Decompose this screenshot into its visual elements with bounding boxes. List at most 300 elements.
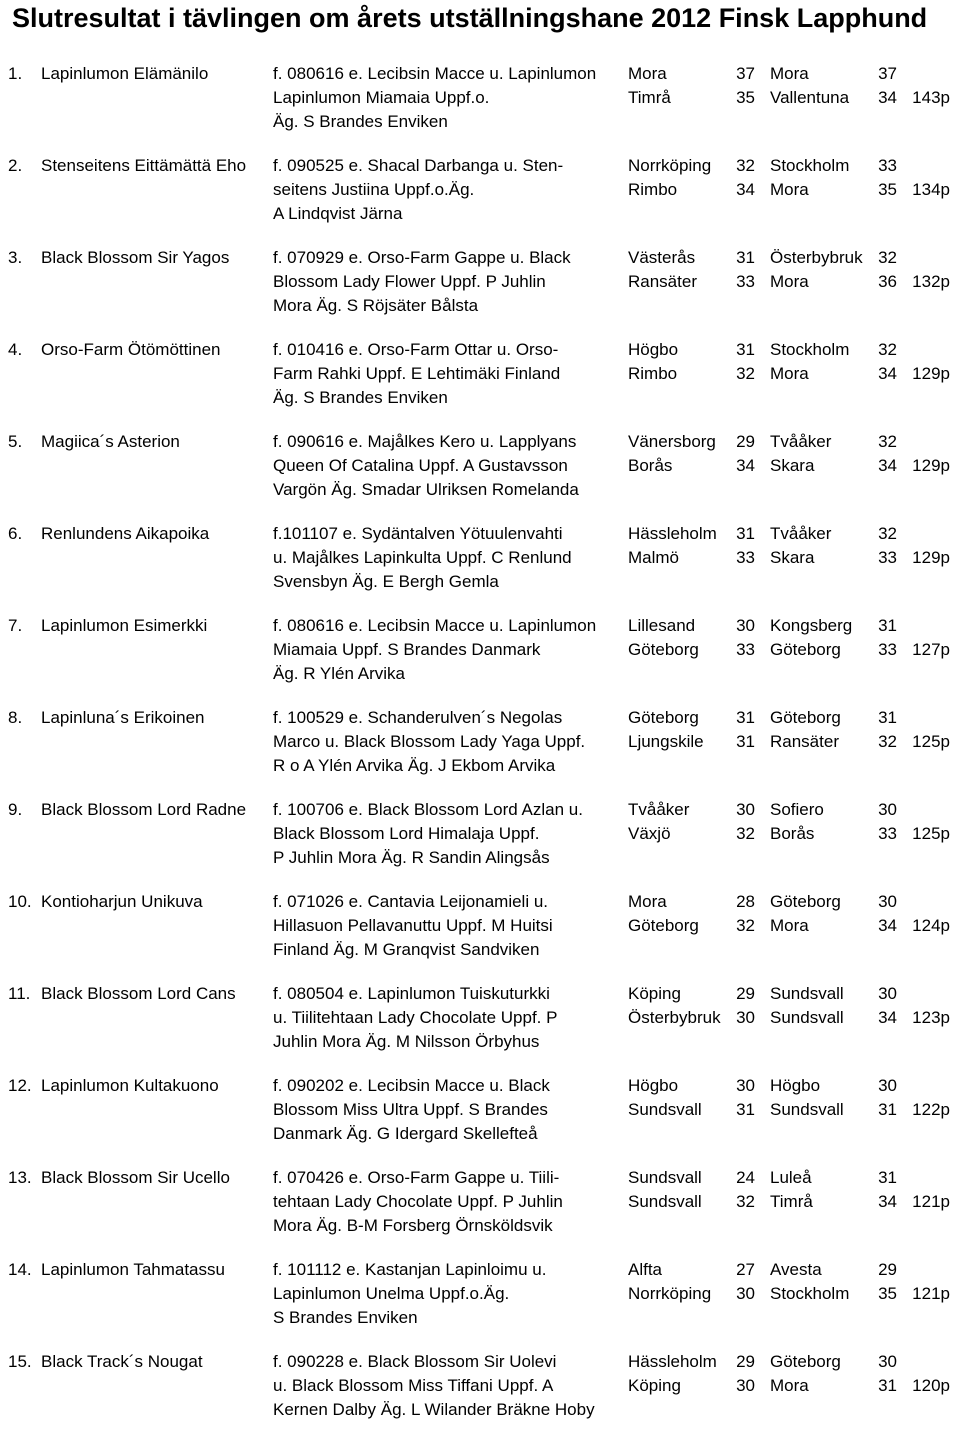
show-city: Kongsberg: [770, 616, 853, 635]
show-points: 32: [736, 916, 755, 935]
show-result: [770, 798, 897, 822]
total-points: 127p: [912, 640, 950, 659]
show-result: [628, 546, 755, 570]
pedigree-line: Äg. S Brandes Enviken: [273, 388, 448, 407]
show-city: Österbybruk: [770, 248, 863, 267]
show-result: [770, 454, 897, 478]
show-result: [770, 706, 897, 730]
show-city: Sundsvall: [770, 1100, 844, 1119]
pedigree-line: f. 080616 e. Lecibsin Macce u. Lapinlumon: [273, 616, 597, 635]
pedigree-info: [273, 1350, 623, 1422]
show-city: Ransäter: [770, 732, 839, 751]
show-points: 30: [878, 1076, 897, 1095]
show-city: Växjö: [628, 824, 671, 843]
result-entry: [0, 1350, 960, 1442]
show-city: Göteborg: [628, 708, 699, 727]
show-city: Mora: [628, 64, 667, 83]
show-results-column: [628, 1350, 755, 1398]
show-points: 34: [878, 1008, 897, 1027]
show-result: [628, 338, 755, 362]
total-points: 125p: [912, 824, 950, 843]
show-result: [628, 890, 755, 914]
placement-number: 11.: [8, 984, 31, 1003]
show-result: [628, 1350, 755, 1374]
show-city: Sundsvall: [628, 1192, 702, 1211]
pedigree-info: [273, 1258, 623, 1330]
pedigree-line: Danmark Äg. G Idergard Skellefteå: [273, 1124, 538, 1143]
show-result: [628, 798, 755, 822]
pedigree-line: Kernen Dalby Äg. L Wilander Bräkne Hoby: [273, 1400, 595, 1419]
result-entry: [0, 890, 960, 982]
show-city: Timrå: [628, 88, 671, 107]
pedigree-info: [273, 798, 623, 870]
show-points: 32: [736, 364, 755, 383]
dog-name: Black Blossom Lord Cans: [41, 984, 236, 1003]
pedigree-line: Mora Äg. S Röjsäter Bålsta: [273, 296, 479, 315]
pedigree-line: Blossom Miss Ultra Uppf. S Brandes: [273, 1100, 548, 1119]
total-points: 123p: [912, 1008, 950, 1027]
show-results-column: [628, 1258, 755, 1306]
total-points: 124p: [912, 916, 950, 935]
show-result: [628, 1098, 755, 1122]
show-city: Göteborg: [628, 916, 699, 935]
show-city: Mora: [770, 916, 809, 935]
pedigree-info: [273, 890, 623, 962]
show-points: 31: [736, 1100, 755, 1119]
show-result: [628, 522, 755, 546]
show-city: Sundsvall: [770, 1008, 844, 1027]
show-points: 36: [878, 272, 897, 291]
show-points: 32: [878, 248, 897, 267]
show-result: [628, 1282, 755, 1306]
dog-name: Magiica´s Asterion: [41, 432, 180, 451]
dog-name: Lapinluna´s Erikoinen: [41, 708, 205, 727]
show-points: 30: [878, 892, 897, 911]
show-results-column: [628, 338, 755, 386]
show-points: 29: [736, 1352, 755, 1371]
show-city: Vallentuna: [770, 88, 850, 107]
show-city: Norrköping: [628, 156, 712, 175]
show-result: [770, 822, 897, 846]
show-result: [628, 1074, 755, 1098]
show-results-column: [628, 1166, 755, 1214]
show-city: Göteborg: [628, 640, 699, 659]
show-results-column: [770, 1258, 897, 1306]
show-points: 31: [736, 708, 755, 727]
show-result: [628, 1006, 755, 1030]
show-points: 32: [878, 732, 897, 751]
show-points: 30: [736, 800, 755, 819]
pedigree-line: S Brandes Enviken: [273, 1308, 418, 1327]
show-city: Mora: [770, 272, 809, 291]
pedigree-line: u. Majålkes Lapinkulta Uppf. C Renlund: [273, 548, 572, 567]
show-city: Alfta: [628, 1260, 663, 1279]
show-result: [628, 638, 755, 662]
show-points: 37: [736, 64, 755, 83]
result-entry: [0, 1166, 960, 1258]
show-points: 30: [736, 616, 755, 635]
dog-name: Black Track´s Nougat: [41, 1352, 203, 1371]
placement-number: 1.: [8, 64, 23, 83]
show-city: Högbo: [628, 340, 679, 359]
show-result: [770, 914, 897, 938]
pedigree-line: f. 100529 e. Schanderulven´s Negolas: [273, 708, 563, 727]
show-results-column: [628, 798, 755, 846]
show-results-column: [770, 246, 897, 294]
show-results-column: [628, 706, 755, 754]
dog-name: Stenseitens Eittämättä Eho: [41, 156, 247, 175]
show-result: [628, 154, 755, 178]
show-results-column: [770, 706, 897, 754]
show-results-column: [628, 1074, 755, 1122]
show-result: [628, 270, 755, 294]
show-city: Göteborg: [770, 892, 841, 911]
show-result: [770, 1190, 897, 1214]
show-points: 29: [736, 432, 755, 451]
show-city: Mora: [770, 64, 809, 83]
show-points: 34: [736, 456, 755, 475]
show-result: [770, 1374, 897, 1398]
show-result: [770, 1098, 897, 1122]
show-city: Göteborg: [770, 640, 841, 659]
show-results-column: [628, 62, 755, 110]
show-result: [628, 730, 755, 754]
pedigree-info: [273, 62, 623, 134]
placement-number: 10.: [8, 892, 32, 911]
show-points: 33: [878, 548, 897, 567]
placement-number: 7.: [8, 616, 23, 635]
show-result: [628, 706, 755, 730]
show-points: 35: [736, 88, 755, 107]
pedigree-line: f. 100706 e. Black Blossom Lord Azlan u.: [273, 800, 583, 819]
show-city: Tvååker: [770, 524, 832, 543]
pedigree-info: [273, 706, 623, 778]
show-points: 33: [736, 640, 755, 659]
show-points: 31: [878, 616, 897, 635]
show-points: 35: [878, 1284, 897, 1303]
show-city: Avesta: [770, 1260, 822, 1279]
show-result: [770, 246, 897, 270]
result-entry: [0, 154, 960, 246]
show-points: 34: [878, 364, 897, 383]
show-result: [628, 614, 755, 638]
dog-name: Black Blossom Sir Ucello: [41, 1168, 230, 1187]
pedigree-line: f. 090202 e. Lecibsin Macce u. Black: [273, 1076, 550, 1095]
show-city: Skara: [770, 548, 815, 567]
pedigree-line: u. Black Blossom Miss Tiffani Uppf. A: [273, 1376, 554, 1395]
show-points: 33: [878, 824, 897, 843]
result-entry: [0, 62, 960, 154]
pedigree-line: tehtaan Lady Chocolate Uppf. P Juhlin: [273, 1192, 563, 1211]
show-points: 35: [878, 180, 897, 199]
show-result: [628, 362, 755, 386]
show-points: 31: [736, 732, 755, 751]
placement-number: 8.: [8, 708, 23, 727]
placement-number: 6.: [8, 524, 23, 543]
pedigree-info: [273, 338, 623, 410]
show-city: Timrå: [770, 1192, 813, 1211]
show-result: [770, 614, 897, 638]
pedigree-line: Hillasuon Pellavanuttu Uppf. M Huitsi: [273, 916, 553, 935]
show-city: Luleå: [770, 1168, 812, 1187]
dog-name: Orso-Farm Ötömöttinen: [41, 340, 221, 359]
placement-number: 13.: [8, 1168, 32, 1187]
show-points: 32: [736, 824, 755, 843]
show-results-column: [770, 982, 897, 1030]
result-entry: [0, 246, 960, 338]
show-points: 31: [878, 1376, 897, 1395]
show-points: 30: [736, 1008, 755, 1027]
show-points: 31: [878, 1100, 897, 1119]
show-result: [628, 178, 755, 202]
dog-name: Lapinlumon Elämänilo: [41, 64, 209, 83]
show-points: 32: [736, 156, 755, 175]
show-results-column: [770, 430, 897, 478]
show-points: 33: [736, 272, 755, 291]
pedigree-line: seitens Justiina Uppf.o.Äg.: [273, 180, 475, 199]
show-points: 30: [878, 800, 897, 819]
show-city: Köping: [628, 1376, 681, 1395]
show-points: 33: [878, 640, 897, 659]
pedigree-line: f. 090525 e. Shacal Darbanga u. Sten-: [273, 156, 564, 175]
result-entry: [0, 1258, 960, 1350]
show-result: [770, 1074, 897, 1098]
show-city: Österbybruk: [628, 1008, 721, 1027]
pedigree-line: Lapinlumon Unelma Uppf.o.Äg.: [273, 1284, 510, 1303]
show-results-column: [770, 614, 897, 662]
pedigree-line: Äg. S Brandes Enviken: [273, 112, 448, 131]
pedigree-line: f. 070929 e. Orso-Farm Gappe u. Black: [273, 248, 571, 267]
pedigree-line: Juhlin Mora Äg. M Nilsson Örbyhus: [273, 1032, 540, 1051]
show-city: Sundsvall: [628, 1100, 702, 1119]
show-results-column: [628, 246, 755, 294]
results-list: [0, 62, 960, 1442]
show-city: Göteborg: [770, 1352, 841, 1371]
show-points: 24: [736, 1168, 755, 1187]
show-result: [770, 638, 897, 662]
placement-number: 4.: [8, 340, 23, 359]
show-results-column: [770, 1350, 897, 1398]
show-results-column: [770, 798, 897, 846]
show-points: 31: [736, 524, 755, 543]
dog-name: Lapinlumon Esimerkki: [41, 616, 208, 635]
show-points: 34: [878, 88, 897, 107]
placement-number: 3.: [8, 248, 23, 267]
dog-name: Renlundens Aikapoika: [41, 524, 210, 543]
show-city: Malmö: [628, 548, 680, 567]
show-points: 30: [736, 1376, 755, 1395]
show-results-column: [770, 890, 897, 938]
total-points: 129p: [912, 456, 950, 475]
show-results-column: [770, 1166, 897, 1214]
dog-name: Black Blossom Sir Yagos: [41, 248, 230, 267]
show-result: [628, 1190, 755, 1214]
show-results-column: [770, 1074, 897, 1122]
show-points: 34: [736, 180, 755, 199]
show-result: [628, 430, 755, 454]
pedigree-line: Miamaia Uppf. S Brandes Danmark: [273, 640, 541, 659]
show-points: 32: [878, 524, 897, 543]
pedigree-line: f. 090228 e. Black Blossom Sir Uolevi: [273, 1352, 557, 1371]
show-result: [628, 86, 755, 110]
pedigree-line: f. 080504 e. Lapinlumon Tuiskuturkki: [273, 984, 550, 1003]
pedigree-info: [273, 246, 623, 318]
result-entry: [0, 522, 960, 614]
total-points: 125p: [912, 732, 950, 751]
show-result: [628, 62, 755, 86]
dog-name: Lapinlumon Tahmatassu: [41, 1260, 225, 1279]
show-city: Hässleholm: [628, 524, 717, 543]
show-city: Ransäter: [628, 272, 697, 291]
pedigree-line: u. Tiilitehtaan Lady Chocolate Uppf. P: [273, 1008, 558, 1027]
placement-number: 12.: [8, 1076, 32, 1095]
show-result: [628, 914, 755, 938]
total-points: 122p: [912, 1100, 950, 1119]
show-result: [770, 154, 897, 178]
pedigree-info: [273, 522, 623, 594]
total-points: 121p: [912, 1192, 950, 1211]
show-city: Borås: [628, 456, 673, 475]
pedigree-line: f. 101112 e. Kastanjan Lapinloimu u.: [273, 1260, 547, 1279]
pedigree-line: A Lindqvist Järna: [273, 204, 403, 223]
dog-name: Black Blossom Lord Radne: [41, 800, 247, 819]
show-result: [628, 1374, 755, 1398]
show-points: 30: [736, 1076, 755, 1095]
show-result: [770, 338, 897, 362]
show-city: Lillesand: [628, 616, 696, 635]
total-points: 129p: [912, 364, 950, 383]
pedigree-info: [273, 1166, 623, 1238]
show-city: Göteborg: [770, 708, 841, 727]
total-points: 121p: [912, 1284, 950, 1303]
result-entry: [0, 1074, 960, 1166]
show-city: Stockholm: [770, 1284, 850, 1303]
show-city: Hässleholm: [628, 1352, 717, 1371]
show-points: 34: [878, 916, 897, 935]
show-results-column: [628, 154, 755, 202]
pedigree-info: [273, 1074, 623, 1146]
show-city: Mora: [770, 1376, 809, 1395]
show-result: [770, 362, 897, 386]
result-entry: [0, 982, 960, 1074]
show-result: [770, 178, 897, 202]
total-points: 132p: [912, 272, 950, 291]
show-results-column: [628, 522, 755, 570]
show-results-column: [628, 430, 755, 478]
show-result: [770, 270, 897, 294]
show-result: [770, 730, 897, 754]
show-points: 31: [736, 248, 755, 267]
placement-number: 15.: [8, 1352, 32, 1371]
show-result: [770, 1006, 897, 1030]
show-result: [770, 1282, 897, 1306]
show-result: [770, 890, 897, 914]
show-city: Rimbo: [628, 364, 678, 383]
show-city: Rimbo: [628, 180, 678, 199]
show-city: Västerås: [628, 248, 696, 267]
placement-number: 5.: [8, 432, 23, 451]
show-points: 32: [878, 432, 897, 451]
show-city: Mora: [770, 180, 809, 199]
placement-number: 14.: [8, 1260, 32, 1279]
page-title: Slutresultat i tävlingen om årets utställningshane 2012 Finsk Lapphund: [12, 3, 928, 33]
show-result: [770, 1258, 897, 1282]
pedigree-line: Blossom Lady Flower Uppf. P Juhlin: [273, 272, 546, 291]
pedigree-line: Queen Of Catalina Uppf. A Gustavsson: [273, 456, 568, 475]
show-city: Skara: [770, 456, 815, 475]
show-city: Mora: [770, 364, 809, 383]
show-points: 34: [878, 456, 897, 475]
dog-name: Lapinlumon Kultakuono: [41, 1076, 219, 1095]
show-points: 29: [736, 984, 755, 1003]
placement-number: 9.: [8, 800, 23, 819]
show-city: Ljungskile: [628, 732, 704, 751]
show-city: Sofiero: [770, 800, 824, 819]
result-entry: [0, 706, 960, 798]
result-entry: [0, 614, 960, 706]
show-city: Vänersborg: [628, 432, 716, 451]
pedigree-line: Black Blossom Lord Himalaja Uppf.: [273, 824, 540, 843]
show-results-column: [770, 62, 897, 110]
pedigree-line: Svensbyn Äg. E Bergh Gemla: [273, 572, 499, 591]
show-results-column: [628, 614, 755, 662]
result-entry: [0, 430, 960, 522]
show-result: [770, 86, 897, 110]
show-city: Högbo: [770, 1076, 821, 1095]
total-points: 143p: [912, 88, 950, 107]
show-result: [770, 522, 897, 546]
pedigree-line: Farm Rahki Uppf. E Lehtimäki Finland: [273, 364, 561, 383]
show-points: 33: [878, 156, 897, 175]
show-result: [770, 546, 897, 570]
show-city: Mora: [628, 892, 667, 911]
show-city: Borås: [770, 824, 815, 843]
pedigree-line: Lapinlumon Miamaia Uppf.o.: [273, 88, 490, 107]
pedigree-info: [273, 614, 623, 686]
result-entry: [0, 798, 960, 890]
pedigree-line: f. 080616 e. Lecibsin Macce u. Lapinlumon: [273, 64, 597, 83]
show-points: 31: [878, 1168, 897, 1187]
show-city: Norrköping: [628, 1284, 712, 1303]
pedigree-info: [273, 154, 623, 226]
total-points: 129p: [912, 548, 950, 567]
pedigree-info: [273, 430, 623, 502]
show-result: [628, 454, 755, 478]
total-points: 134p: [912, 180, 950, 199]
show-points: 28: [736, 892, 755, 911]
show-city: Köping: [628, 984, 681, 1003]
show-city: Högbo: [628, 1076, 679, 1095]
show-result: [628, 1258, 755, 1282]
show-result: [628, 246, 755, 270]
show-points: 32: [878, 340, 897, 359]
pedigree-line: Vargön Äg. Smadar Ulriksen Romelanda: [273, 480, 579, 499]
show-points: 30: [878, 984, 897, 1003]
show-result: [770, 1350, 897, 1374]
show-results-column: [770, 154, 897, 202]
pedigree-line: f. 070426 e. Orso-Farm Gappe u. Tiili-: [273, 1168, 560, 1187]
pedigree-info: [273, 982, 623, 1054]
pedigree-line: R o A Ylén Arvika Äg. J Ekbom Arvika: [273, 756, 556, 775]
pedigree-line: f. 010416 e. Orso-Farm Ottar u. Orso-: [273, 340, 559, 359]
show-points: 29: [878, 1260, 897, 1279]
pedigree-line: Finland Äg. M Granqvist Sandviken: [273, 940, 540, 959]
show-points: 27: [736, 1260, 755, 1279]
show-result: [770, 430, 897, 454]
show-points: 30: [736, 1284, 755, 1303]
pedigree-line: Äg. R Ylén Arvika: [273, 664, 405, 683]
show-city: Tvååker: [628, 800, 690, 819]
